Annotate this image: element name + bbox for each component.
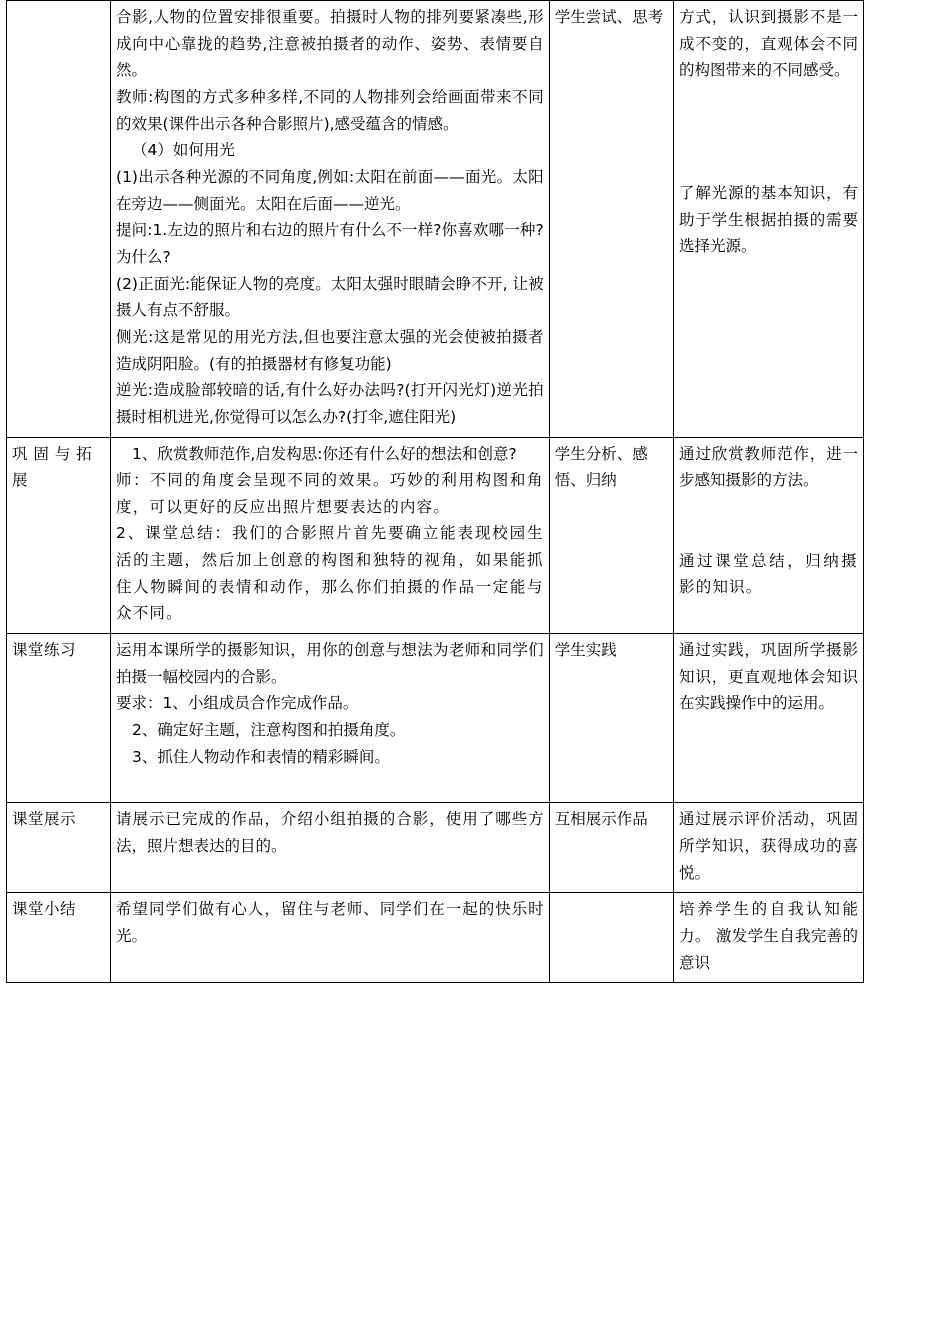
stage-label: 课堂小结: [12, 900, 77, 919]
cell-activity: [549, 634, 673, 803]
content-paragraph: 请展示已完成的作品，介绍小组拍摄的合影，使用了哪些方法，照片想表达的目的。: [116, 810, 544, 856]
cell-design: [674, 803, 864, 893]
content-paragraph: 2、确定好主题，注意构图和拍摄角度。: [132, 721, 406, 740]
design-text-bottom: 了解光源的基本知识，有助于学生根据拍摄的需要选择光源。: [679, 183, 858, 256]
cell-content: [111, 893, 550, 983]
cell-stage: [7, 803, 111, 893]
table-row: [7, 803, 864, 893]
content-paragraph: 希望同学们做有心人，留住与老师、同学们在一起的快乐时光。: [116, 900, 544, 945]
table-row: [7, 893, 864, 983]
lesson-plan-table: [6, 0, 864, 983]
content-paragraph: 逆光:造成脸部较暗的话,有什么好办法吗?(打开闪光灯)逆光拍摄时相机进光,你觉得可以怎么办?(打伞,遮住阳光): [116, 381, 544, 426]
content-paragraph: (2)正面光:能保证人物的亮度。太阳太强时眼睛会睁不开, 让被摄人有点不舒服。: [116, 274, 544, 320]
content-paragraph: 2、课堂总结：我们的合影照片首先要确立能表现校园生活的主题，然后加上创意的构图和独特的视角，如果能抓住人物瞬间的表情和动作，那么你们拍摄的作品一定能与众不同。: [116, 524, 544, 623]
spacer: [116, 770, 544, 796]
activity-text: 学生实践: [554, 641, 617, 660]
cell-activity: [549, 1, 673, 438]
stage-label: 课堂练习: [12, 641, 77, 660]
content-paragraph: 合影,人物的位置安排很重要。拍摄时人物的排列要紧凑些,形成向中心靠拢的趋势,注意被拍摄者的动作、姿势、表情要自然。: [116, 8, 544, 80]
cell-design: [674, 1, 864, 438]
content-paragraph: 运用本课所学的摄影知识，用你的创意与想法为老师和同学们拍摄一幅校园内的合影。: [116, 641, 544, 686]
spacer: [679, 84, 858, 180]
cell-content: [111, 803, 550, 893]
stage-label: 课堂展示: [12, 810, 77, 829]
content-paragraph: 要求：1、小组成员合作完成作品。: [116, 694, 359, 713]
content-paragraph: 侧光:这是常见的用光方法,但也要注意太强的光会使被拍摄者造成阴阳脸。(有的拍摄器材有修复功能): [116, 327, 544, 373]
design-text-top: 通过实践，巩固所学摄影知识，更直观地体会知识在实践操作中的运用。: [679, 641, 858, 713]
design-text-top: 培养学生的自我认知能力。 激发学生自我完善的意识: [679, 900, 858, 972]
design-text-top: 方式，认识到摄影不是一成不变的，直观体会不同的构图带来的不同感受。: [679, 8, 858, 80]
content-paragraph: （4）如何用光: [132, 141, 235, 160]
design-text-top: 通过展示评价活动，巩固所学知识，获得成功的喜悦。: [679, 810, 858, 882]
cell-content: [111, 437, 550, 634]
content-paragraph: 教师:构图的方式多种多样,不同的人物排列会给画面带来不同的效果(课件出示各种合影照片),感受蕴含的情感。: [116, 87, 544, 133]
cell-design: [674, 634, 864, 803]
spacer: [116, 950, 544, 960]
table-row: [7, 634, 864, 803]
cell-stage: [7, 893, 111, 983]
stage-label: 巩 固 与 拓 展: [12, 444, 93, 490]
cell-stage: [7, 1, 111, 438]
cell-design: [674, 437, 864, 634]
cell-content: [111, 1, 550, 438]
content-paragraph: 师：不同的角度会呈现不同的效果。巧妙的利用构图和角度，可以更好的反应出照片想要表达的内容。: [116, 471, 544, 516]
activity-text: 学生分析、感悟、归纳: [554, 444, 648, 490]
content-paragraph: 1、欣赏教师范作,启发构思:你还有什么好的想法和创意?: [132, 444, 517, 463]
activity-text: 互相展示作品: [554, 810, 648, 829]
content-paragraph: (1)出示各种光源的不同角度,例如:太阳在前面——面光。太阳在旁边——侧面光。太阳在后面——逆光。: [116, 167, 544, 213]
table-row: [7, 437, 864, 634]
content-paragraph: 提问:1.左边的照片和右边的照片有什么不一样?你喜欢哪一种?为什么?: [116, 221, 544, 266]
design-text-bottom: 通过课堂总结，归纳摄影的知识。: [679, 551, 858, 597]
cell-activity: [549, 893, 673, 983]
cell-content: [111, 634, 550, 803]
design-text-top: 通过欣赏教师范作，进一步感知摄影的方法。: [679, 444, 858, 490]
cell-stage: [7, 437, 111, 634]
cell-activity: [549, 803, 673, 893]
cell-design: [674, 893, 864, 983]
table-row: [7, 1, 864, 438]
cell-activity: [549, 437, 673, 634]
spacer: [679, 494, 858, 548]
activity-text: 学生尝试、思考: [554, 8, 664, 26]
spacer: [116, 860, 544, 870]
content-paragraph: 3、抓住人物动作和表情的精彩瞬间。: [132, 747, 390, 766]
cell-stage: [7, 634, 111, 803]
